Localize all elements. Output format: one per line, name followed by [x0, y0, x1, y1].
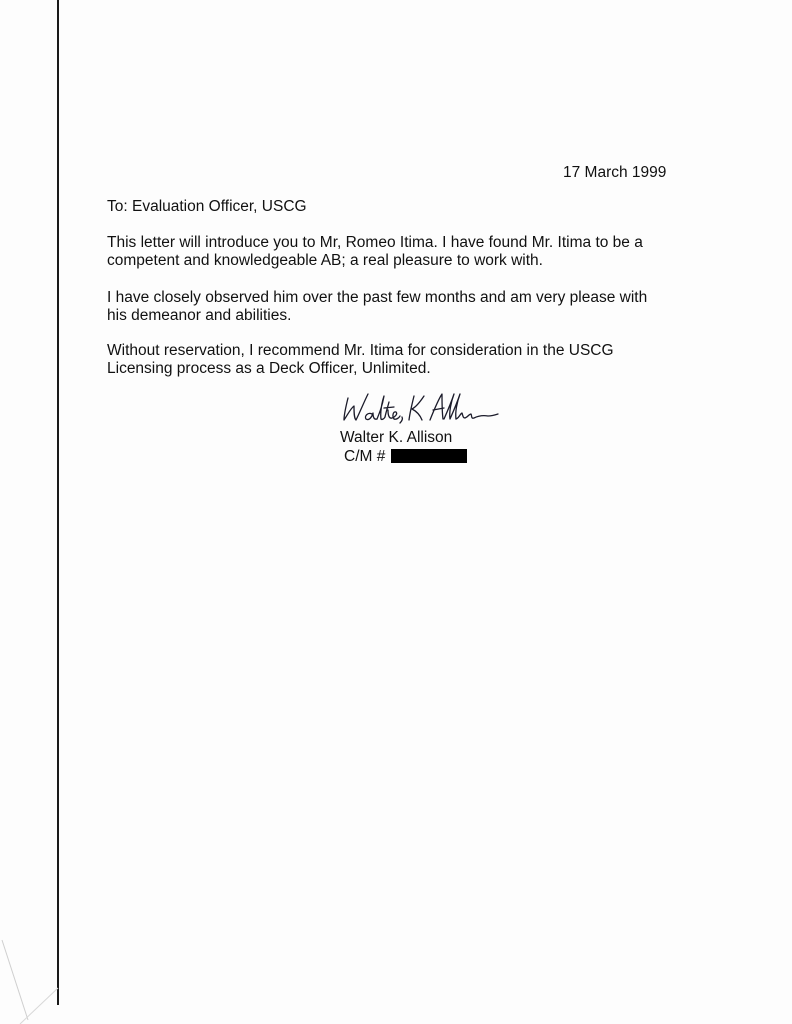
signer-printed-name: Walter K. Allison	[340, 429, 453, 446]
paragraph-observation	[107, 289, 647, 325]
redaction-bar	[391, 449, 467, 463]
paragraph-line: his demeanor and abilities.	[107, 307, 292, 324]
paragraph-line: I have closely observed him over the past few months and am very please with	[107, 289, 648, 306]
cm-number-line	[344, 448, 467, 466]
recipient-line: To: Evaluation Officer, USCG	[107, 198, 307, 215]
scan-corner-mark	[0, 930, 60, 1024]
cm-label: C/M #	[344, 448, 386, 465]
paragraph-line: Licensing process as a Deck Officer, Unlimited.	[107, 360, 431, 377]
paragraph-line: Without reservation, I recommend Mr. Itima for consideration in the USCG	[107, 342, 614, 359]
paragraph-introduction	[107, 234, 643, 270]
paragraph-line: competent and knowledgeable AB; a real pleasure to work with.	[107, 252, 543, 269]
letter-date: 17 March 1999	[563, 164, 667, 181]
paragraph-line: This letter will introduce you to Mr, Romeo Itima. I have found Mr. Itima to be a	[107, 234, 643, 251]
paragraph-recommendation	[107, 342, 614, 378]
handwritten-signature	[338, 388, 508, 432]
scan-edge-line	[57, 0, 59, 1005]
